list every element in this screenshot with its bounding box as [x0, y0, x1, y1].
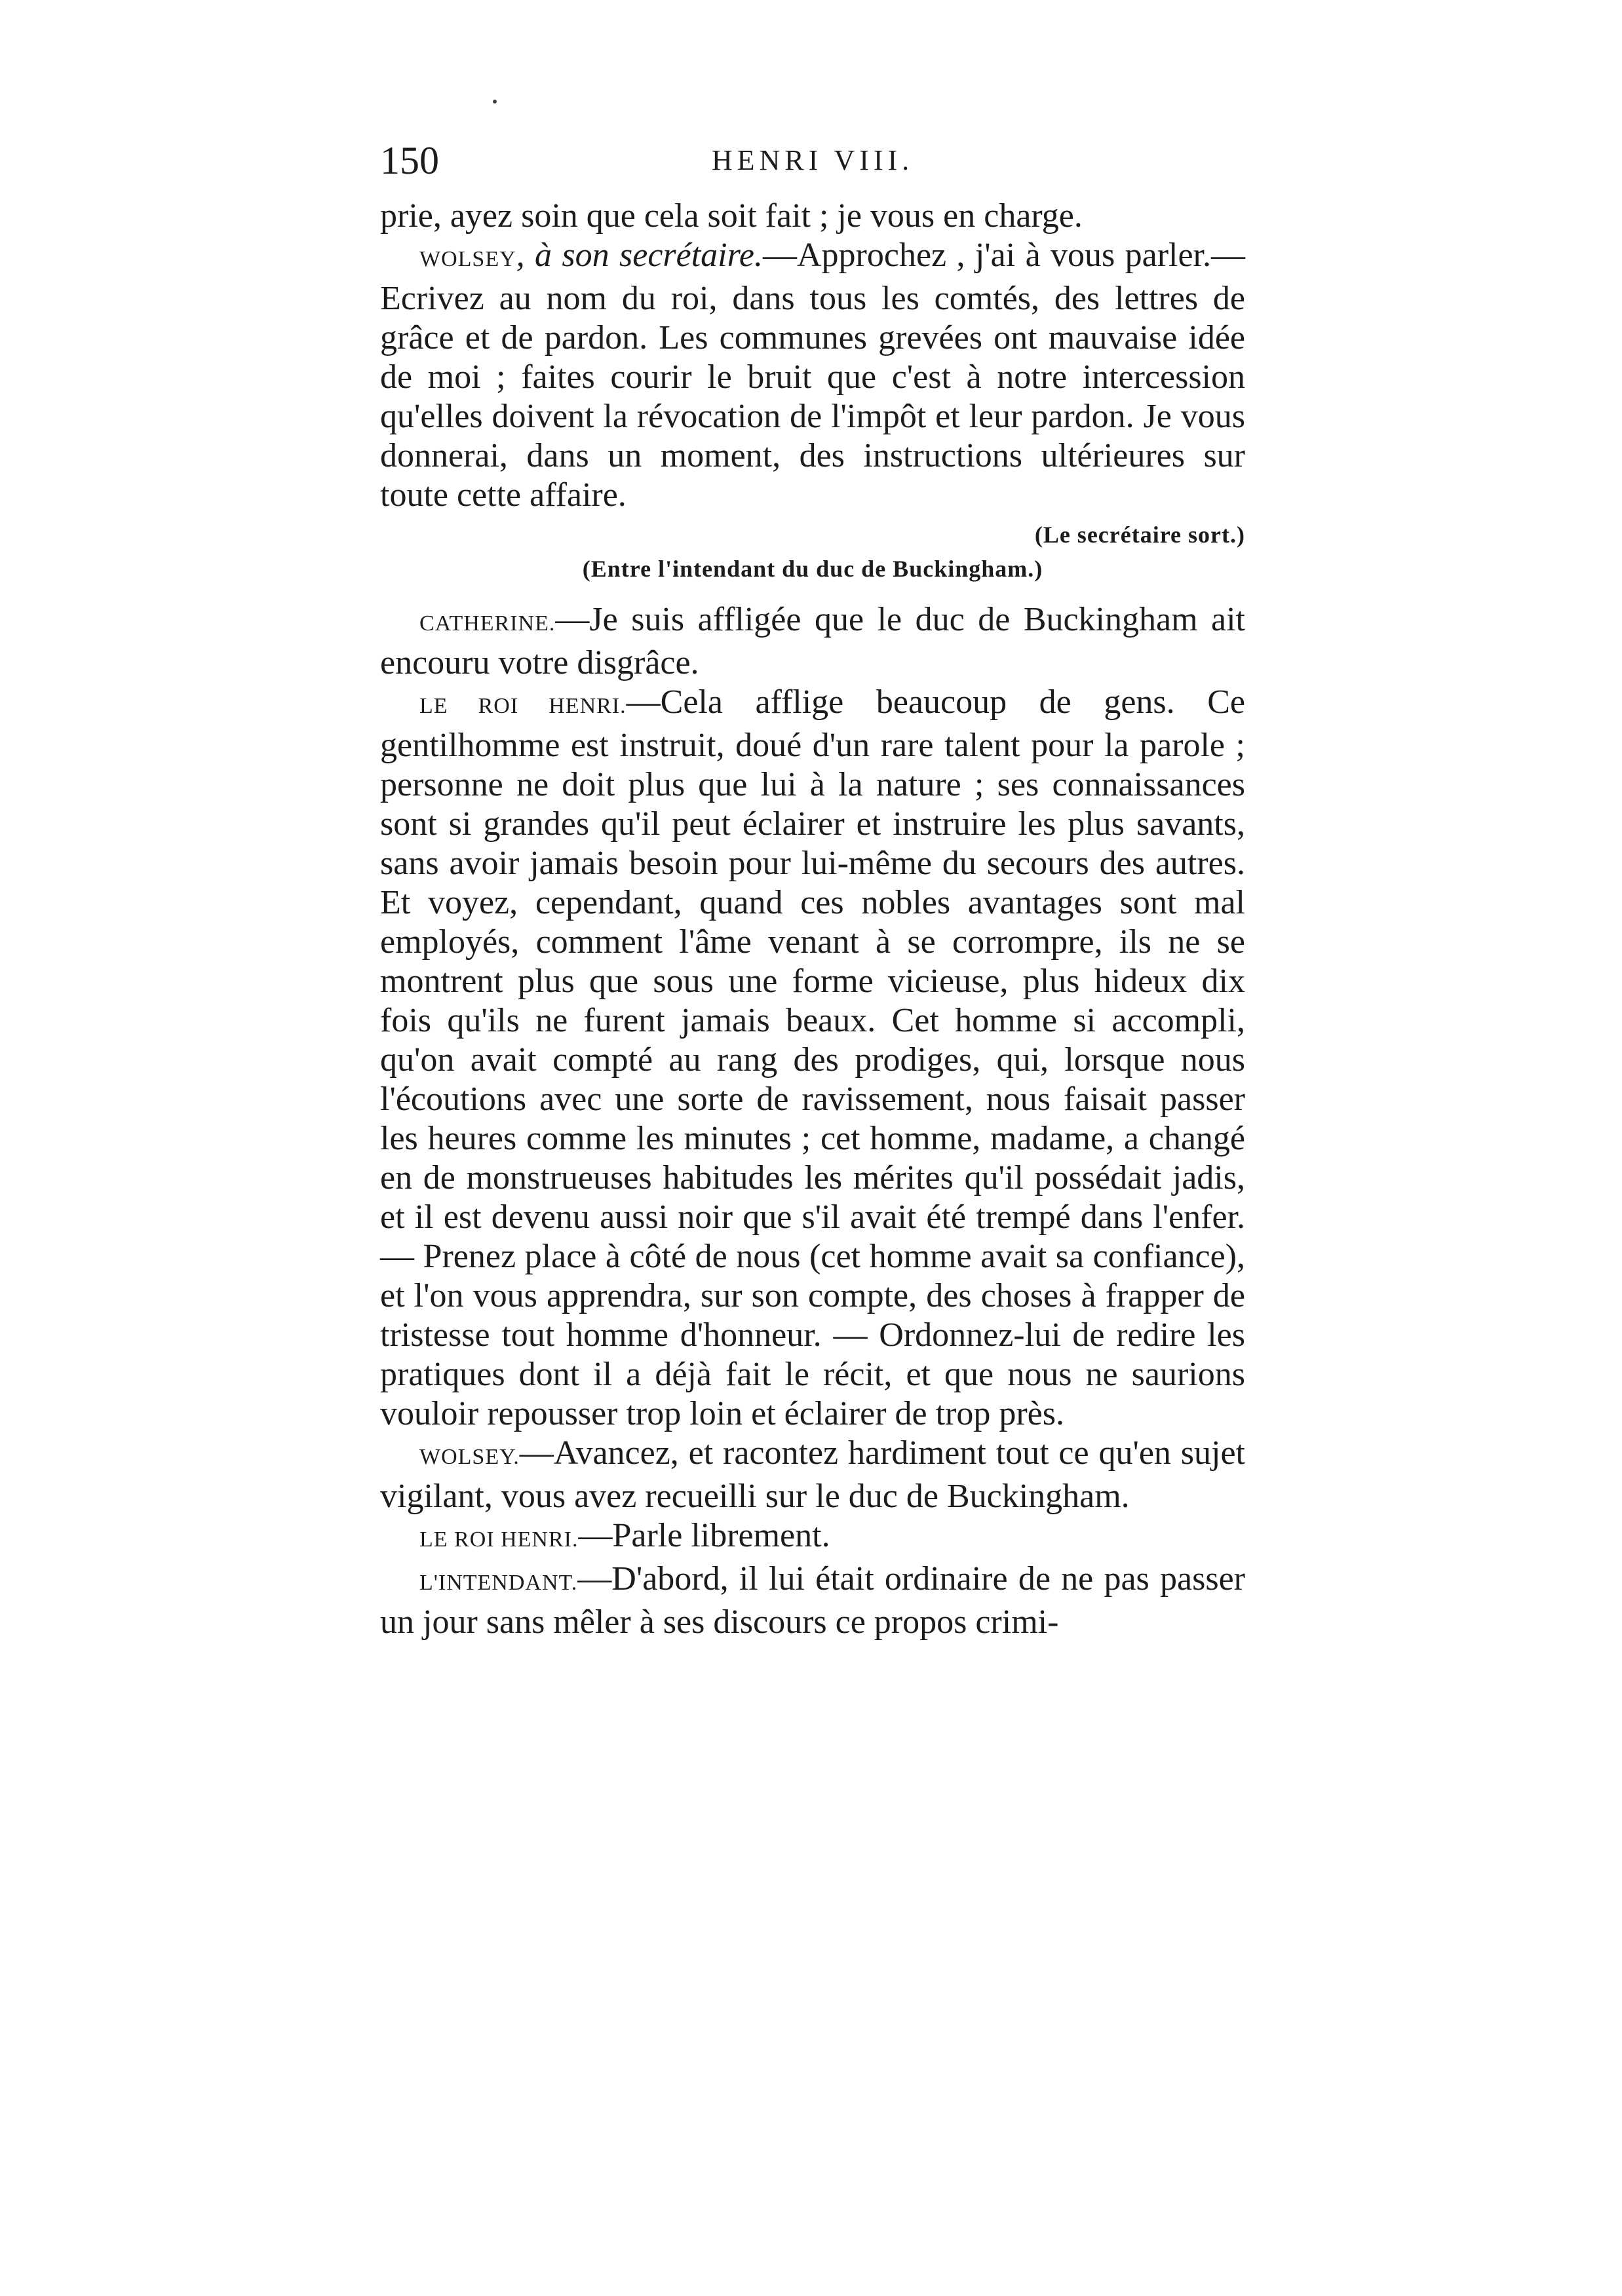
speech-le-roi-henri-1	[380, 683, 1245, 1434]
speaker-name: LE ROI HENRI.	[419, 694, 627, 718]
speech-wolsey-1	[380, 236, 1245, 515]
running-title: HENRI VIII.	[711, 144, 914, 176]
speech-catherine	[380, 600, 1245, 683]
speech-text: —Parle librement.	[578, 1517, 830, 1554]
speech-le-roi-henri-2	[380, 1516, 1245, 1559]
speaker-name: LE ROI HENRI.	[419, 1527, 579, 1552]
speech-text: —Approchez , j'ai à vous parler.—Ecrivez au nom du roi, dans tous les comtés, des lettres de grâce et de pardon. Les communes grevées ont mauvaise idée de moi ; faites courir le bruit que c'est à notre intercession qu'elles doivent la révocation de l'impôt et leur pardon. Je vous donnerai, dans un moment, des instructions ultérieures sur toute cette affaire.	[380, 237, 1245, 514]
stage-direction-inline: , à son secrétaire.	[516, 237, 763, 274]
speech-wolsey-2	[380, 1434, 1245, 1516]
ink-speck	[493, 100, 497, 104]
paragraph-text: prie, ayez soin que cela soit fait ; je vous en charge.	[380, 197, 1083, 235]
speaker-name: L'INTENDANT.	[419, 1571, 578, 1595]
paragraph-continuation	[380, 197, 1245, 236]
page-header	[380, 134, 1245, 187]
speaker-name: WOLSEY	[419, 247, 516, 271]
speech-text: —Cela afflige beaucoup de gens. Ce gentilhomme est instruit, doué d'un rare talent pour la parole ; personne ne doit plus que lui à la nature ; ses connaissances sont si grandes qu'il peut éclairer et instruire les plus savants, sans avoir jamais besoin pour lui-même du secours des autres. Et voyez, cependant, quand ces nobles avantages sont mal employés, comment l'âme venant à se corrompre, ils ne se montrent plus que sous une forme vicieuse, plus hideux dix fois qu'ils ne furent jamais beaux. Cet homme si accompli, qu'on avait compté au rang des prodiges, qui, lorsque nous l'écoutions avec une sorte de ravissement, nous faisait passer les heures comme les minutes ; cet homme, madame, a changé en de monstrueuses habitudes les mérites qu'il possédait jadis, et il est devenu aussi noir que s'il avait été trempé dans l'enfer. — Prenez place à côté de nous (cet homme avait sa confiance), et l'on vous apprendra, sur son compte, des choses à frapper de tristesse tout homme d'honneur. — Ordonnez-lui de redire les pratiques dont il a déjà fait le récit, et que nous ne saurions vouloir repousser trop loin et éclairer de trop près.	[380, 683, 1245, 1432]
speaker-name: WOLSEY.	[419, 1445, 520, 1469]
stage-direction-exit: (Le secrétaire sort.)	[1034, 522, 1245, 548]
speech-text: —Je suis affligée que le duc de Buckingham ait encouru votre disgrâce.	[380, 601, 1245, 681]
speaker-name: CATHERINE.	[419, 611, 556, 636]
speech-text: —D'abord, il lui était ordinaire de ne pas passer un jour sans mêler à ses discours ce propos crimi-	[380, 1560, 1245, 1641]
stage-direction-enter: (Entre l'intendant du duc de Buckingham.)	[582, 556, 1043, 582]
page-number: 150	[380, 139, 439, 182]
speech-text: —Avancez, et racontez hardiment tout ce qu'en sujet vigilant, vous avez recueilli sur le duc de Buckingham.	[380, 1434, 1245, 1515]
body-text	[380, 197, 1245, 1642]
speech-l-intendant	[380, 1559, 1245, 1642]
